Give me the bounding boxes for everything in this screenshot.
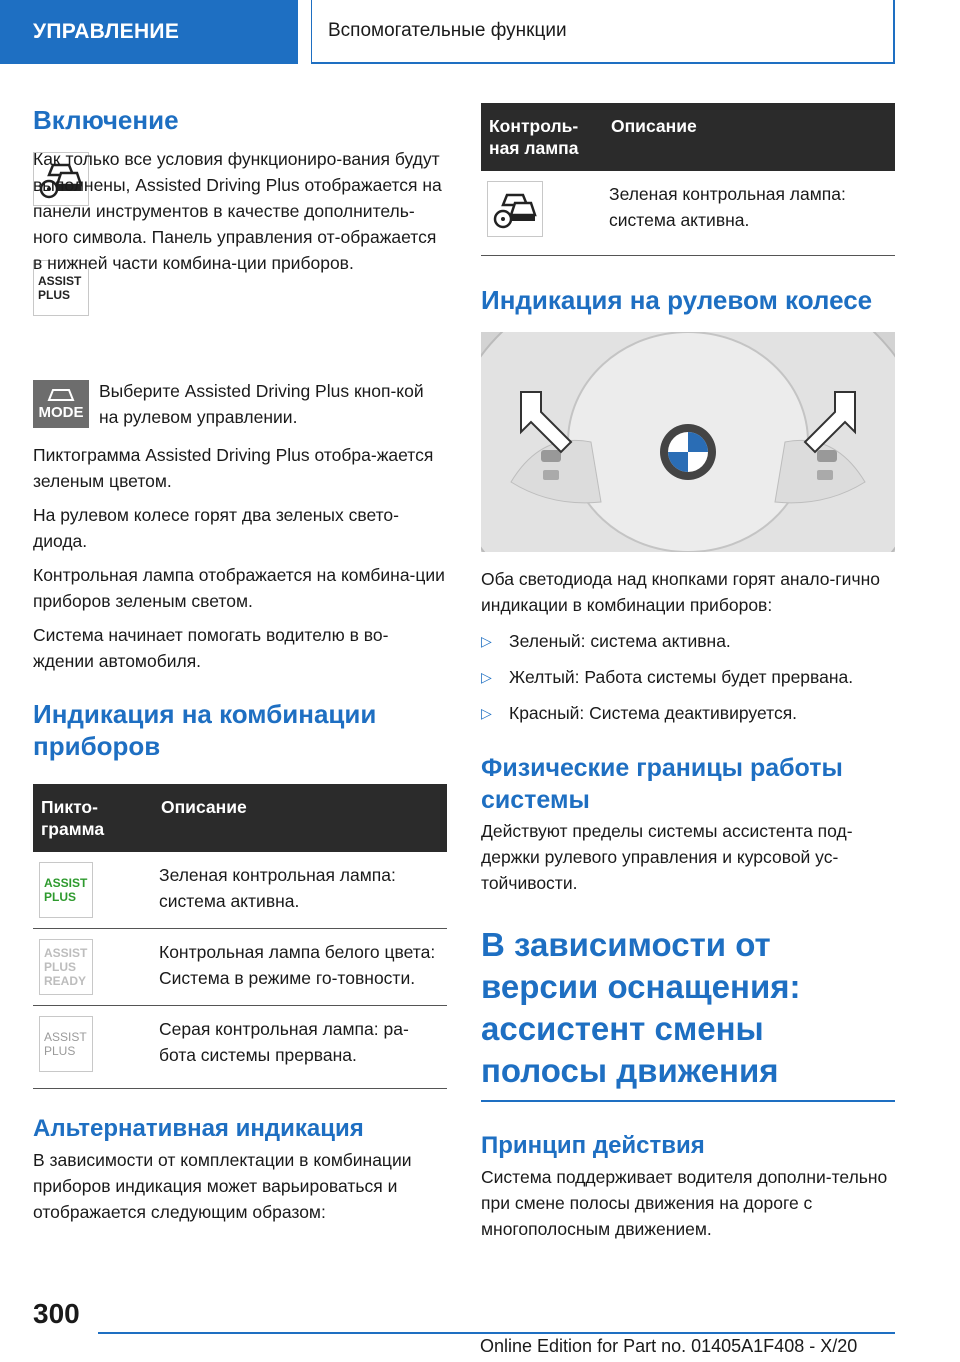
table-row	[33, 929, 447, 1006]
row-description: Контрольная лампа белого цвета: Система в режиме го-товности.	[153, 929, 447, 1006]
assist-plus-ready-icon: ASSIST PLUS READY	[39, 939, 93, 995]
page-number: 300	[33, 1298, 80, 1329]
warning-lamp-table	[481, 103, 895, 256]
heading-alternative: Альтернативная индикация	[33, 1115, 364, 1142]
list-item: ▷ Желтый: Работа системы будет прервана.	[481, 664, 895, 690]
limits-text: Действуют пределы системы ассистента под-держки рулевого управления и курсовой ус-тойчивости.	[481, 821, 853, 893]
principle-text: Система поддерживает водителя дополни-тельно при смене полосы движения на дороге с многополосным движением.	[481, 1167, 888, 1239]
chapter-title: Вспомогательные функции	[311, 0, 895, 64]
driver-assist-lamp-icon	[487, 181, 543, 237]
cluster-table	[33, 784, 447, 1089]
assist-plus-icon: ASSIST PLUS	[33, 260, 89, 316]
row-description: Зеленая контрольная лампа: система активна.	[153, 852, 447, 929]
activation-text: Как только все условия функциониро-вания будут выполнены, Assisted Driving Plus отображается на панели инструментов в качестве дополнитель-ного символа. Панель управления от-ображается в нижней части комбина-ции приборов.	[33, 149, 442, 273]
paragraph-1: Пиктограмма Assisted Driving Plus отобра-жается зеленым цветом.	[33, 445, 434, 491]
col-pictogram: Пикто-грамма	[33, 784, 153, 852]
steering-wheel-image	[481, 332, 895, 552]
heading-steering-wheel: Индикация на рулевом колесе	[481, 285, 873, 315]
steering-wheel-text: Оба светодиода над кнопками горят анало-гично индикации в комбинации приборов:	[481, 569, 880, 615]
activation-block	[33, 146, 447, 356]
paragraph-3: Контрольная лампа отображается на комбина-ции приборов зеленым светом.	[33, 565, 445, 611]
col-description: Описание	[603, 103, 895, 171]
list-item: ▷ Красный: Система деактивируется.	[481, 700, 895, 726]
select-block	[33, 380, 447, 432]
assist-plus-gray-icon: ASSIST PLUS	[39, 1016, 93, 1072]
left-column	[33, 100, 447, 1225]
heading-limits: Физические границы работы системы	[481, 754, 843, 814]
assist-plus-green-icon: ASSIST PLUS	[39, 862, 93, 918]
triangle-bullet-icon: ▷	[481, 633, 492, 649]
row-description: Зеленая контрольная лампа: система активна.	[603, 171, 895, 256]
col-warning-lamp: Контроль-ная лампа	[481, 103, 603, 171]
paragraph-2: На рулевом колесе горят два зеленых свето-диода.	[33, 505, 399, 551]
status-list	[481, 628, 895, 726]
edition-info: Online Edition for Part no. 01405A1F408 - X/20	[480, 1336, 858, 1356]
select-text: Выберите Assisted Driving Plus кноп-кой на рулевом управлении.	[99, 381, 424, 427]
triangle-bullet-icon: ▷	[481, 669, 492, 685]
heading-cluster: Индикация на комбинации приборов	[33, 699, 377, 761]
heading-activation: Включение	[33, 105, 179, 135]
table-row	[33, 1006, 447, 1089]
paragraph-4: Система начинает помогать водителю в во-ждении автомобиля.	[33, 625, 389, 671]
triangle-bullet-icon: ▷	[481, 705, 492, 721]
table-row	[481, 171, 895, 256]
row-description: Серая контрольная лампа: ра-бота системы прервана.	[153, 1006, 447, 1089]
section-tab: УПРАВЛЕНИЕ	[0, 0, 298, 64]
heading-principle: Принцип действия	[481, 1132, 705, 1159]
list-item: ▷ Зеленый: система активна.	[481, 628, 895, 654]
table-row	[33, 852, 447, 929]
col-description: Описание	[153, 784, 447, 852]
alternative-text: В зависимости от комплектации в комбинации приборов индикация может варьироваться и отображается следующим образом:	[33, 1150, 412, 1222]
footer-divider	[98, 1332, 895, 1334]
heading-lane-change: В зависимости от версии оснащения: ассистент смены полосы движения	[481, 924, 895, 1102]
right-column	[481, 103, 895, 1242]
mode-button-icon: MODE	[33, 380, 89, 428]
